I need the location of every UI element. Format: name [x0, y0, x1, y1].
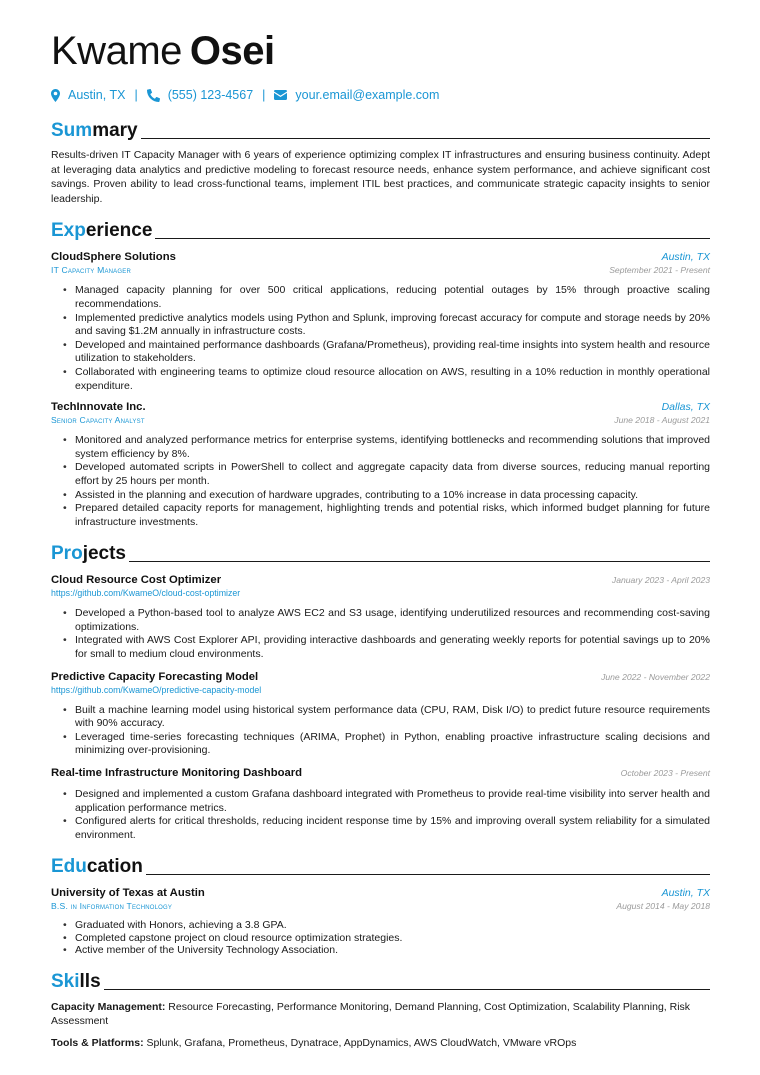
job-location: Dallas, TX — [661, 401, 710, 414]
project-entry — [51, 574, 710, 661]
skill-category: Capacity Management: — [51, 1000, 166, 1013]
job-title: Senior Capacity Analyst — [51, 415, 145, 426]
project-name: Cloud Resource Cost Optimizer — [51, 574, 222, 587]
bullet-item: • Prepared detailed capacity reports for management, highlighting trends and potential risks, which informed budget planning for future infrastructure investments. — [75, 502, 710, 529]
education-entry — [51, 887, 710, 957]
bullet-item: • Managed capacity planning for over 500 critical applications, reducing potential outages by 15% through proactive scaling recommendations. — [75, 284, 710, 311]
project-entry — [51, 671, 710, 758]
phone-text: (555) 123-4567 — [167, 88, 254, 102]
skill-values: Resource Forecasting, Performance Monitoring, Demand Planning, Cost Optimization, Scalability Planning, Risk Assessment — [51, 1000, 691, 1027]
bullet-item: • Configured alerts for critical thresholds, reducing incident response time by 15% and improving overall system reliability for a simulated environment. — [75, 815, 710, 842]
bullet-item: • Developed and maintained performance dashboards (Grafana/Prometheus), providing real-time insights into system health and resource utilization to stakeholders. — [75, 339, 710, 366]
project-entry — [51, 767, 710, 842]
location-text: Austin, TX — [68, 88, 126, 102]
company-name: CloudSphere Solutions — [51, 251, 176, 264]
bullet-list — [51, 704, 710, 758]
section-divider — [104, 989, 710, 990]
heading-accent: Ski — [51, 970, 80, 992]
bullet-item: • Completed capstone project on cloud resource optimization strategies. — [75, 932, 710, 945]
skills-section-heading — [51, 969, 710, 993]
heading-rest: mary — [92, 120, 138, 141]
project-dates: October 2023 - Present — [620, 768, 710, 779]
bullet-item: • Designed and implemented a custom Grafana dashboard integrated with Prometheus to provide real-time visibility into server health and application performance metrics. — [75, 788, 710, 815]
job-dates: September 2021 - Present — [609, 265, 710, 276]
contact-email[interactable] — [274, 88, 439, 102]
bullet-item: • Developed a Python-based tool to analyze AWS EC2 and S3 usage, identifying underutilized resources and recommending cost-saving optimizations. — [75, 607, 710, 634]
bullet-list — [51, 284, 710, 393]
bullet-item: • Active member of the University Technology Association. — [75, 944, 710, 957]
bullet-list — [51, 434, 710, 529]
bullet-item: • Assisted in the planning and execution of hardware upgrades, contributing to a 10% increase in data processing capacity. — [75, 489, 710, 503]
bullet-item: • Integrated with AWS Cost Explorer API, providing interactive dashboards and generating weekly reports for potential savings up to 20% for small to medium cloud environments. — [75, 634, 710, 661]
bullet-list — [51, 607, 710, 661]
bullet-list — [51, 919, 710, 957]
skill-category: Tools & Platforms: — [51, 1036, 144, 1049]
heading-rest: lls — [79, 970, 101, 992]
job-dates: June 2018 - August 2021 — [614, 415, 710, 426]
heading-rest: jects — [82, 543, 126, 565]
project-name: Predictive Capacity Forecasting Model — [51, 670, 259, 683]
heading-accent: Pro — [51, 543, 83, 565]
bullet-item: • Collaborated with engineering teams to optimize cloud resource allocation on AWS, resulting in a 10% reduction in monthly operational expenditure. — [75, 366, 710, 393]
experience-entry — [51, 251, 710, 393]
summary-section-heading — [51, 118, 710, 142]
contact-phone[interactable] — [147, 88, 253, 102]
projects-section-heading — [51, 541, 710, 565]
section-divider — [141, 138, 710, 139]
heading-accent: Sum — [51, 120, 93, 141]
summary-text: Results-driven IT Capacity Manager with 6 years of experience optimizing complex IT infrastructures and ensuring business continuity. Adept at leveraging data analytics and predictive modeling to forecast resource needs, enhance system performance, and achieve significant cost savings. Proven ability to lead cross-functional teams, implement ITIL best practices, and communicate strategic capacity insights to senior leadership. — [51, 149, 710, 205]
heading-rest: cation — [86, 856, 143, 878]
bullet-item: • Developed automated scripts in PowerShell to collect and aggregate capacity data from diverse sources, reducing manual reporting effort by 25 hours per month. — [75, 461, 710, 488]
bullet-item: • Built a machine learning model using historical system performance data (CPU, RAM, Disk I/O) to predict future resource requirements with 90% accuracy. — [75, 704, 710, 731]
project-dates: June 2022 - November 2022 — [601, 671, 710, 682]
contact-separator: | — [262, 88, 266, 102]
skill-group — [51, 1000, 710, 1028]
project-link[interactable]: https://github.com/KwameO/cloud-cost-optimizer — [51, 588, 241, 599]
skill-group — [51, 1036, 710, 1050]
experience-section-heading — [51, 218, 710, 242]
heading-accent: Edu — [51, 856, 87, 878]
school-name: University of Texas at Austin — [51, 887, 205, 900]
school-location: Austin, TX — [661, 887, 710, 900]
education-section-heading — [51, 854, 710, 878]
contact-location — [51, 88, 125, 102]
project-name: Real-time Infrastructure Monitoring Dashboard — [51, 767, 303, 780]
bullet-item: • Implemented predictive analytics models using Python and Splunk, improving forecast accuracy for compute and storage needs by 20% and saving $1.2M annually in infrastructure costs. — [75, 312, 710, 339]
bullet-item: • Leveraged time-series forecasting techniques (ARIMA, Prophet) in Python, enabling proactive infrastructure scaling decisions and minimizing over-provisioning. — [75, 731, 710, 758]
bullet-list — [51, 788, 710, 842]
bullet-item: • Monitored and analyzed performance metrics for enterprise systems, identifying bottlenecks and recommending solutions that improved system efficiency by 8%. — [75, 434, 710, 461]
first-name: Kwame — [51, 29, 182, 73]
phone-icon — [147, 89, 160, 102]
section-divider — [155, 238, 710, 239]
job-title: IT Capacity Manager — [51, 265, 131, 276]
project-link[interactable]: https://github.com/KwameO/predictive-capacity-model — [51, 684, 262, 695]
heading-rest: erience — [85, 220, 153, 242]
contact-separator: | — [134, 88, 138, 102]
skill-values: Splunk, Grafana, Prometheus, Dynatrace, AppDynamics, AWS CloudWatch, VMware vROps — [146, 1036, 577, 1049]
experience-entry — [51, 401, 710, 529]
education-dates: August 2014 - May 2018 — [616, 901, 710, 912]
degree: B.S. in Information Technology — [51, 901, 173, 912]
project-dates: January 2023 - April 2023 — [611, 575, 710, 586]
section-divider — [129, 561, 710, 562]
contact-bar — [51, 86, 710, 104]
email-link: your.email@example.com — [295, 88, 440, 102]
company-name: TechInnovate Inc. — [51, 401, 146, 414]
bullet-item: • Graduated with Honors, achieving a 3.8 GPA. — [75, 919, 710, 932]
heading-accent: Exp — [51, 220, 86, 242]
last-name: Osei — [189, 29, 275, 73]
map-marker-icon — [51, 89, 60, 102]
candidate-name — [51, 28, 710, 74]
section-divider — [146, 874, 710, 875]
skills-list — [51, 1000, 710, 1050]
envelope-icon — [274, 90, 287, 100]
job-location: Austin, TX — [661, 251, 710, 264]
